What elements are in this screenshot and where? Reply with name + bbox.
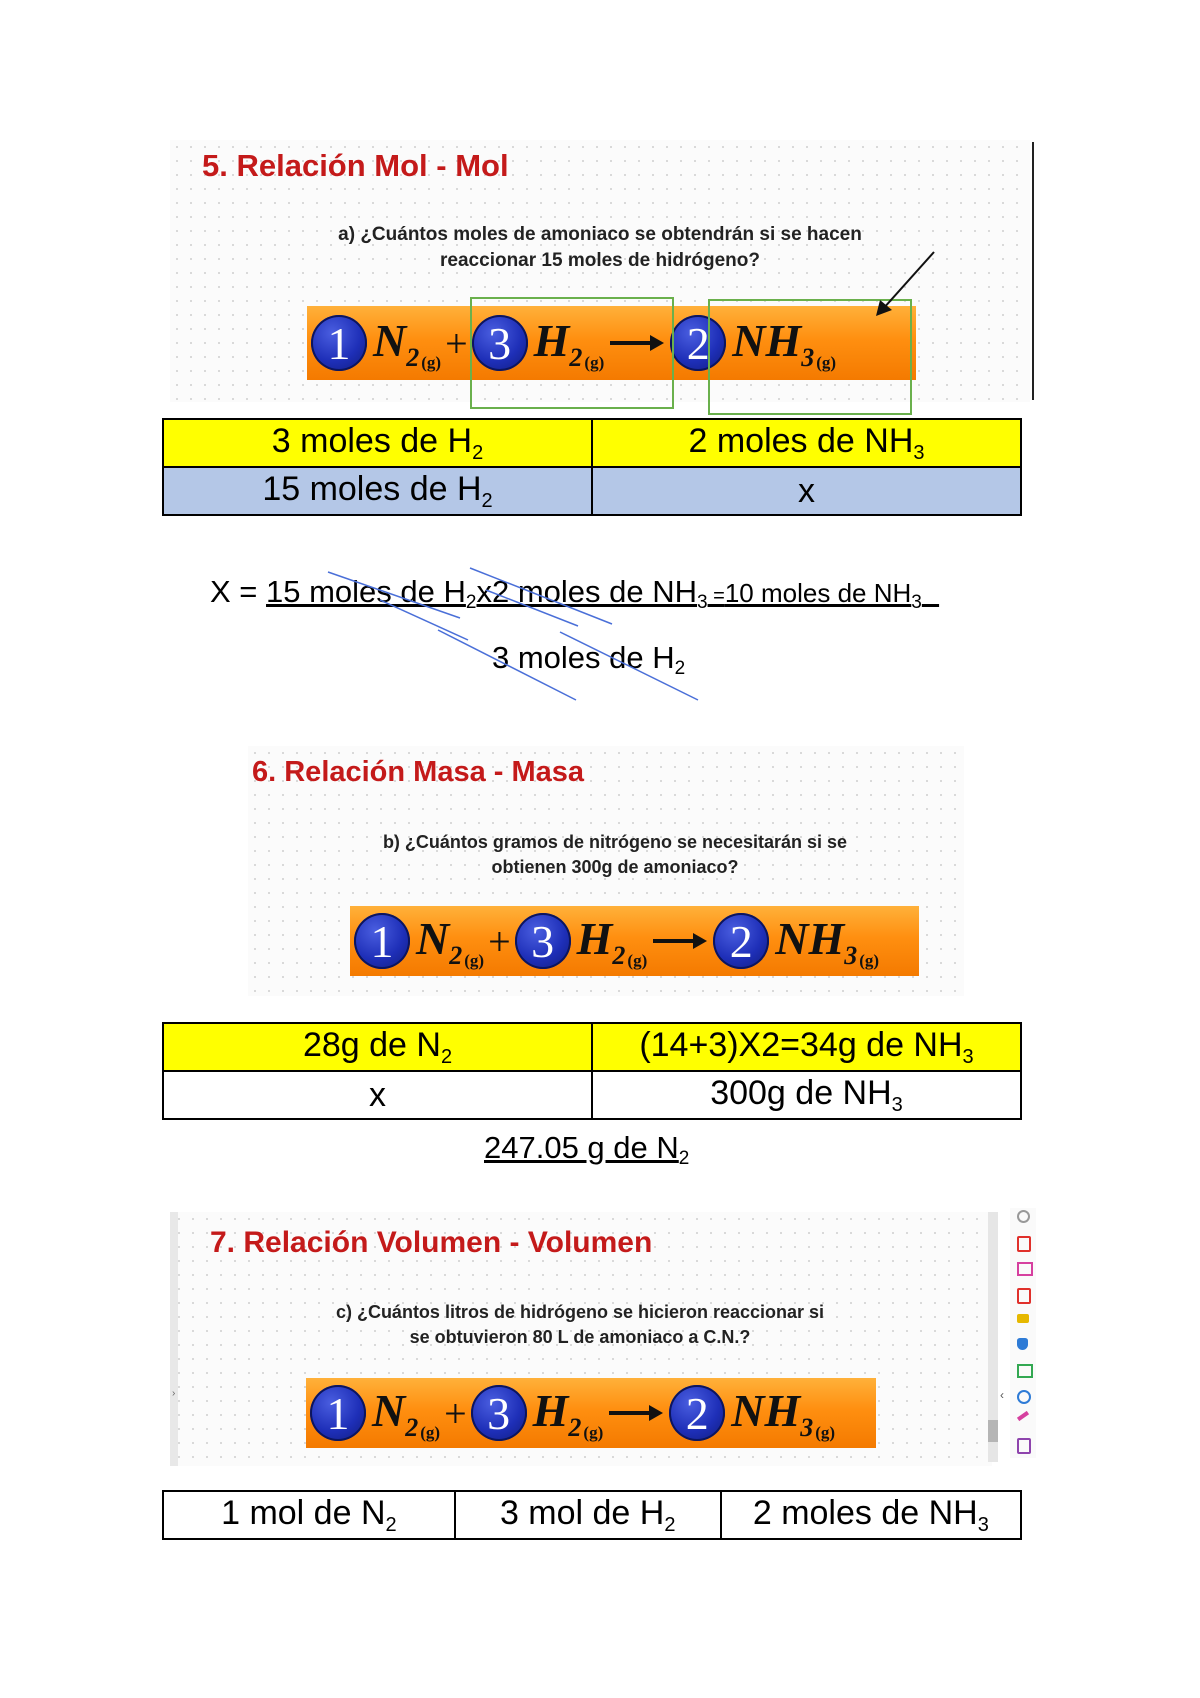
coefficient-h2: 3 (472, 315, 528, 371)
cell-28g-n2: 28g de $N_2$ (163, 1023, 592, 1071)
species-h2: $H_2$ $_{(g)}$ (576, 912, 648, 970)
section5-title: 5. Relación Mol - Mol (202, 148, 509, 183)
section6-question (320, 830, 910, 880)
edit-pdf-icon[interactable] (1017, 1288, 1031, 1304)
species-h2: $H_2$ $_{(g)}$ (532, 1384, 604, 1442)
coefficient-n2: 1 (310, 1385, 366, 1441)
question-line-1: a) ¿Cuántos moles de amoniaco se obtendrán si se hacen (338, 224, 862, 245)
document-icon[interactable] (1017, 1438, 1031, 1454)
section7-title: 7. Relación Volumen - Volumen (210, 1226, 653, 1259)
section6-title: 6. Relación Masa - Masa (252, 756, 585, 788)
plus-sign: + (488, 918, 511, 964)
collapse-left-icon: › (172, 1388, 176, 1399)
plus-sign: + (444, 1390, 467, 1436)
cell-x: x (163, 1071, 592, 1119)
protect-icon[interactable] (1017, 1338, 1028, 1350)
cancel-strokes (320, 560, 720, 710)
species-n2: $N_2$ $_{(g)}$ (416, 912, 485, 970)
zoom-icon[interactable] (1017, 1210, 1030, 1223)
section5-calculation-numerator: X = 15 moles de $H_2x2$ moles de $NH_3 =10$ moles de $NH_3$ (210, 574, 922, 613)
section6-equation (350, 906, 919, 976)
section7-table (162, 1490, 1022, 1540)
reaction-arrow-icon (653, 931, 707, 951)
fill-sign-icon[interactable] (1017, 1364, 1033, 1378)
cell-34g-nh3: (14+3)X2=34g de $NH_3$ (592, 1023, 1021, 1071)
question-line-2: se obtuvieron 80 L de amoniaco a C.N.? (409, 1327, 751, 1347)
cell-15-moles-h2: 15 moles de $H_2$ (163, 467, 592, 515)
slide-divider (1032, 142, 1034, 400)
pointer-arrow-icon (870, 248, 940, 320)
coefficient-n2: 1 (354, 913, 410, 969)
comment-icon[interactable] (1017, 1314, 1029, 1323)
species-nh3: $NH_3$ $_{(g)}$ (775, 912, 880, 970)
section5-table (162, 418, 1022, 516)
coefficient-h2: 3 (515, 913, 571, 969)
plus-sign: + (445, 320, 468, 366)
coefficient-n2: 1 (311, 315, 367, 371)
species-nh3: $NH_3$ $_{(g)}$ (732, 314, 837, 372)
highlight-box-h2 (470, 297, 674, 409)
collapse-right-icon[interactable]: ‹ (1000, 1388, 1004, 1402)
question-line-2: obtienen 300g de amoniaco? (491, 857, 739, 877)
section5-calculation-denominator: 3 moles de $H_2$ (492, 640, 686, 679)
cell-2-moles-nh3: 2 moles de $NH_3$ (721, 1491, 1021, 1539)
coefficient-nh3: 2 (713, 913, 769, 969)
species-nh3: $NH_3$ $_{(g)}$ (731, 1384, 836, 1442)
section7-question (290, 1300, 870, 1350)
export-pdf-icon[interactable] (1017, 1236, 1031, 1252)
section6-table (162, 1022, 1022, 1120)
species-n2: $N_2$ $_{(g)}$ (372, 1384, 441, 1442)
cell-300g-nh3: 300g de $NH_3$ (592, 1071, 1021, 1119)
cell-2-moles-nh3: 2 moles de $NH_3$ (592, 419, 1021, 467)
section7-equation (306, 1378, 876, 1448)
coefficient-h2: 3 (471, 1385, 527, 1441)
slide-left-edge (170, 1212, 178, 1466)
section6-result: 247.05 g de $N_2$ (484, 1130, 690, 1169)
question-line-1: b) ¿Cuántos gramos de nitrógeno se necesitarán si se (382, 832, 848, 852)
scrollbar-thumb[interactable] (988, 1420, 998, 1442)
organize-pages-icon[interactable] (1017, 1262, 1033, 1276)
cell-1-mol-n2: 1 mol de $N_2$ (163, 1491, 455, 1539)
cell-3-moles-h2: 3 moles de $H_2$ (163, 419, 592, 467)
question-line-2: reaccionar 15 moles de hidrógeno? (440, 250, 760, 271)
species-n2: $N_2$ $_{(g)}$ (373, 314, 442, 372)
reaction-arrow-icon (609, 1403, 663, 1423)
coefficient-nh3: 2 (670, 315, 726, 371)
coefficient-nh3: 2 (669, 1385, 725, 1441)
section5-question (290, 222, 910, 274)
side-toolbar (1010, 1208, 1036, 1458)
cell-3-mol-h2: 3 mol de $H_2$ (455, 1491, 721, 1539)
share-icon[interactable] (1017, 1390, 1031, 1404)
sign-icon[interactable] (1017, 1411, 1029, 1421)
cell-x: x (592, 467, 1021, 515)
question-line-1: c) ¿Cuántos litros de hidrógeno se hicieron reaccionar si (335, 1302, 825, 1322)
species-h2: $H_2$ $_{(g)}$ (533, 314, 605, 372)
